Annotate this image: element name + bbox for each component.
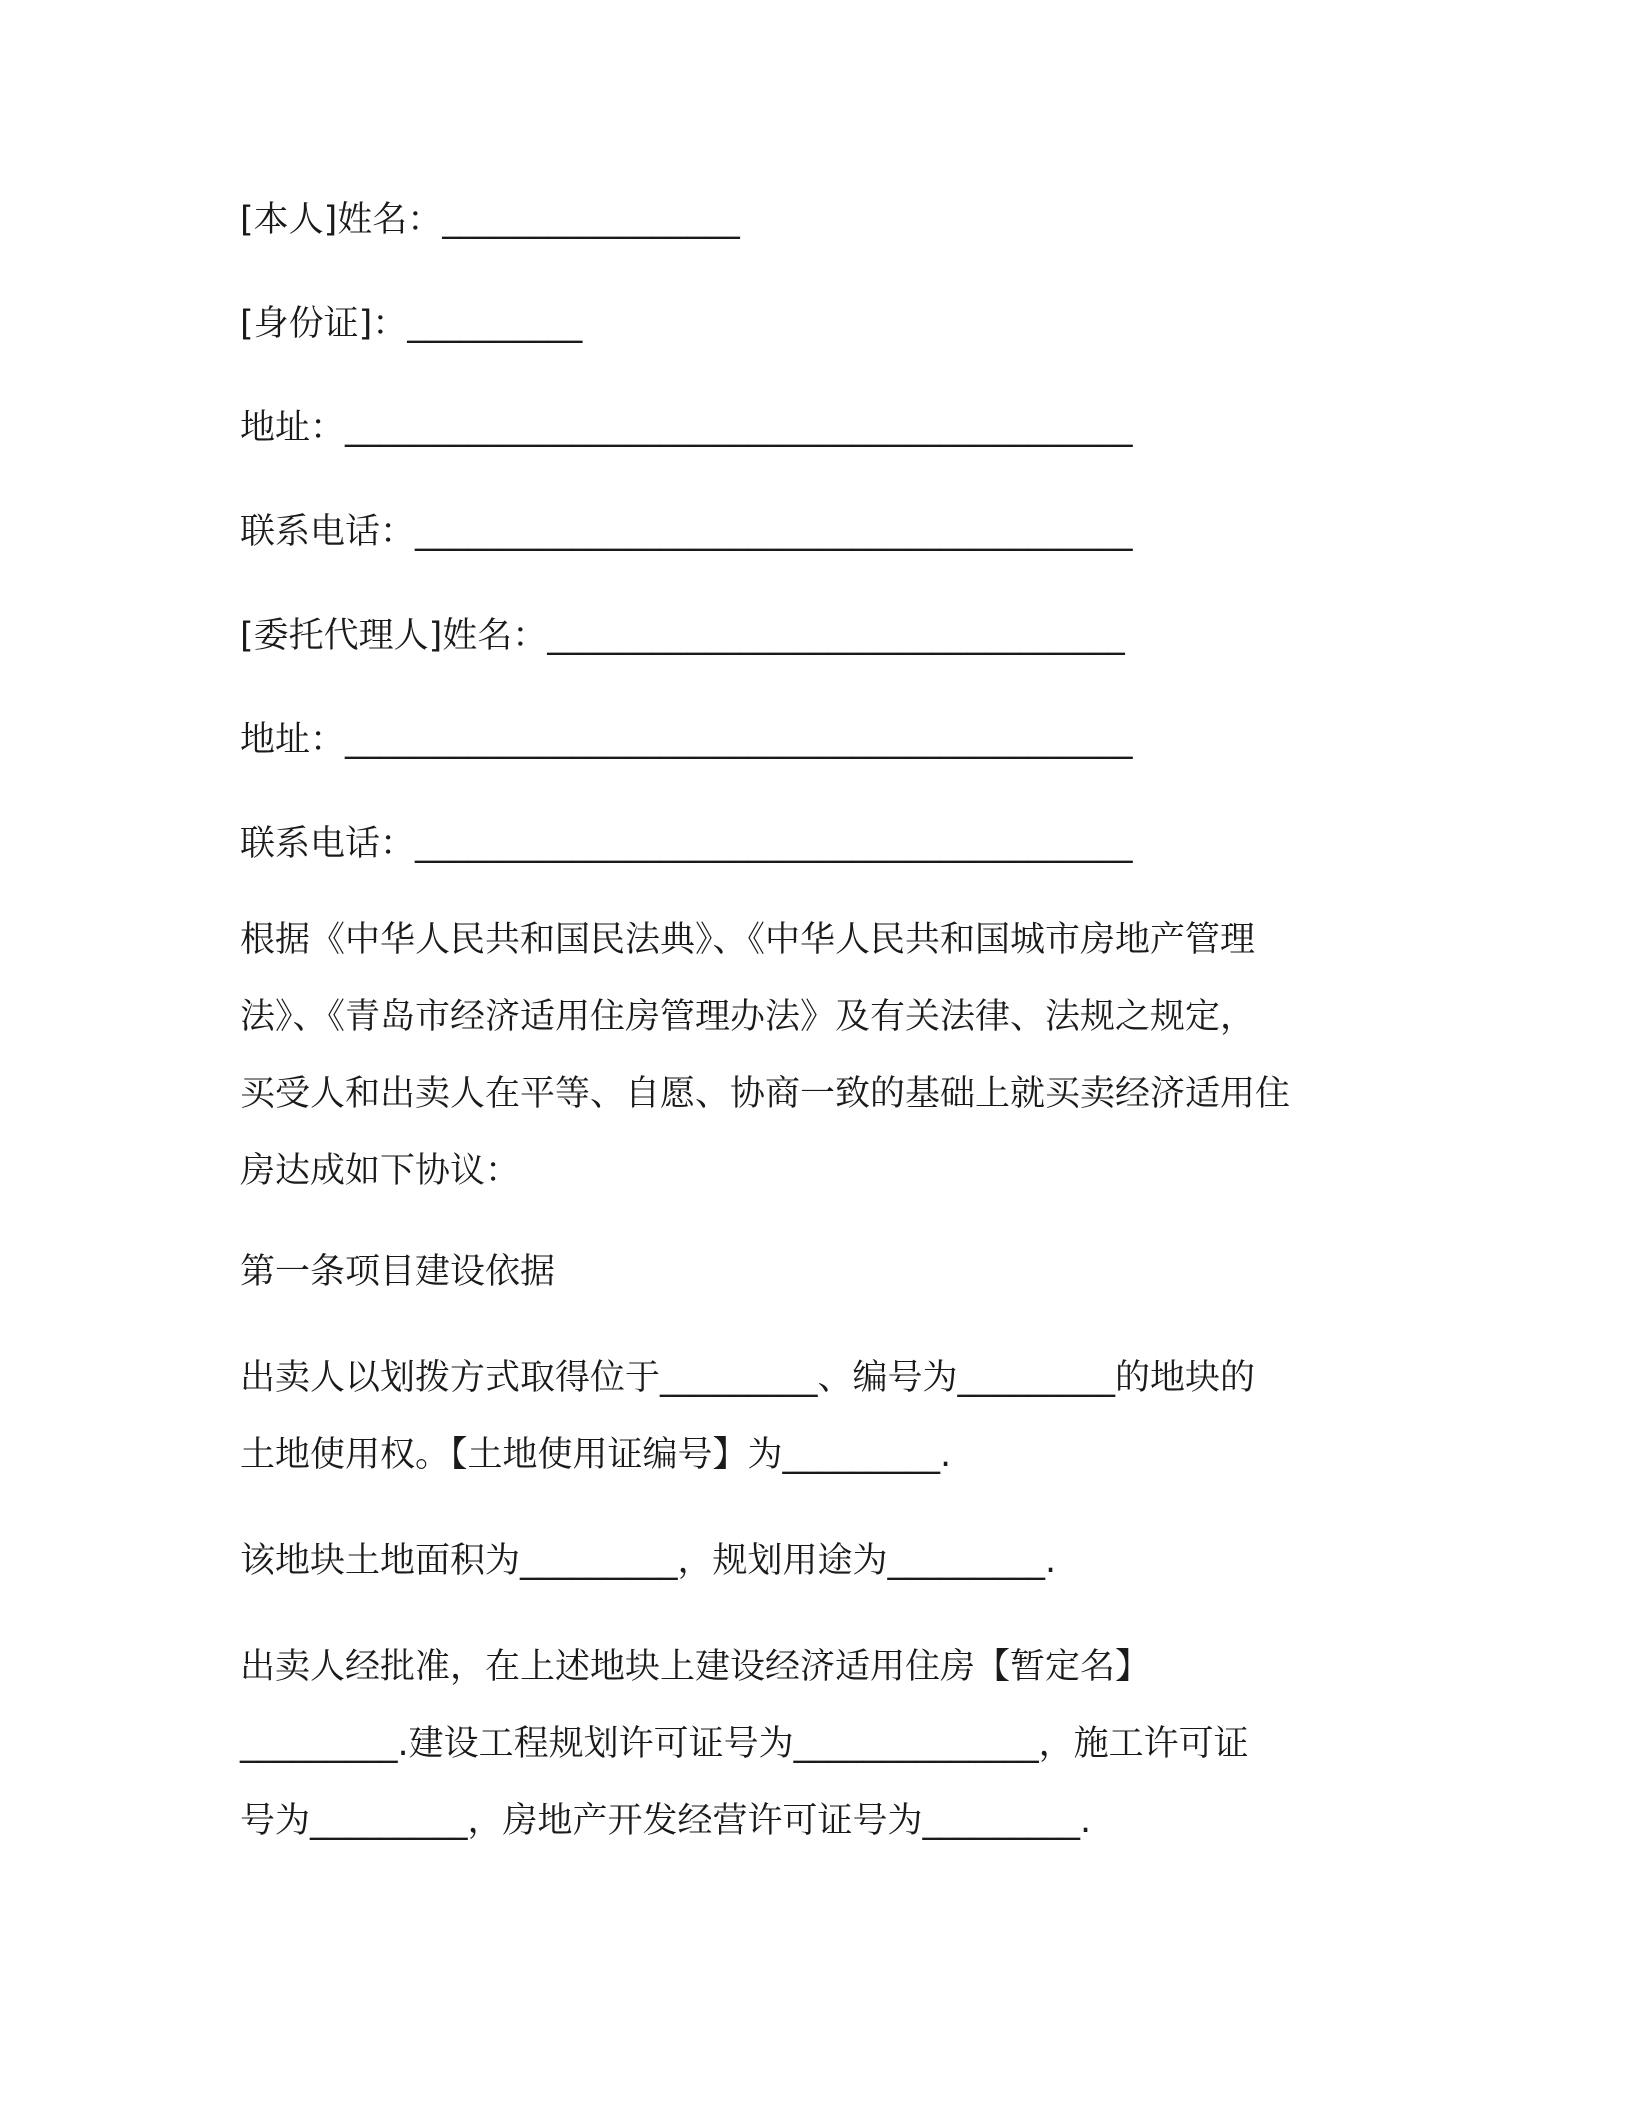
principal-name-field: [本人]姓名：_________________ [240, 200, 740, 240]
preamble-line: 买受人和出卖人在平等、自愿、协商一致的基础上就买卖经济适用住 [240, 1074, 1291, 1114]
article-line: _________.建设工程规划许可证号为______________，施工许可证 [240, 1724, 1249, 1764]
principal-phone-field: 联系电话：_________________________________________ [240, 512, 1133, 552]
agent-phone-field: 联系电话：_________________________________________ [240, 824, 1133, 864]
preamble-line: 根据《中华人民共和国民法典》、《中华人民共和国城市房地产管理 [240, 920, 1256, 960]
article-line: 土地使用权。【土地使用证编号】为_________. [240, 1435, 952, 1475]
agent-address-field: 地址：_____________________________________________ [240, 720, 1133, 760]
principal-id-field: [身份证]：__________ [240, 304, 583, 344]
article-line: 出卖人经批准，在上述地块上建设经济适用住房【暂定名】 [240, 1647, 1151, 1687]
preamble-line: 房达成如下协议： [240, 1151, 521, 1191]
article-heading: 第一条项目建设依据 [240, 1252, 556, 1292]
article-line: 出卖人以划拨方式取得位于_________、编号为_________的地块的 [240, 1358, 1256, 1398]
agent-name-field: [委托代理人]姓名：_________________________________ [240, 616, 1125, 656]
preamble-line: 法》、《青岛市经济适用住房管理办法》及有关法律、法规之规定， [240, 997, 1256, 1037]
principal-address-field: 地址：_____________________________________________ [240, 408, 1133, 448]
article-line: 号为_________，房地产开发经营许可证号为_________. [240, 1801, 1092, 1841]
article-line: 该地块土地面积为_________，规划用途为_________. [240, 1541, 1057, 1581]
